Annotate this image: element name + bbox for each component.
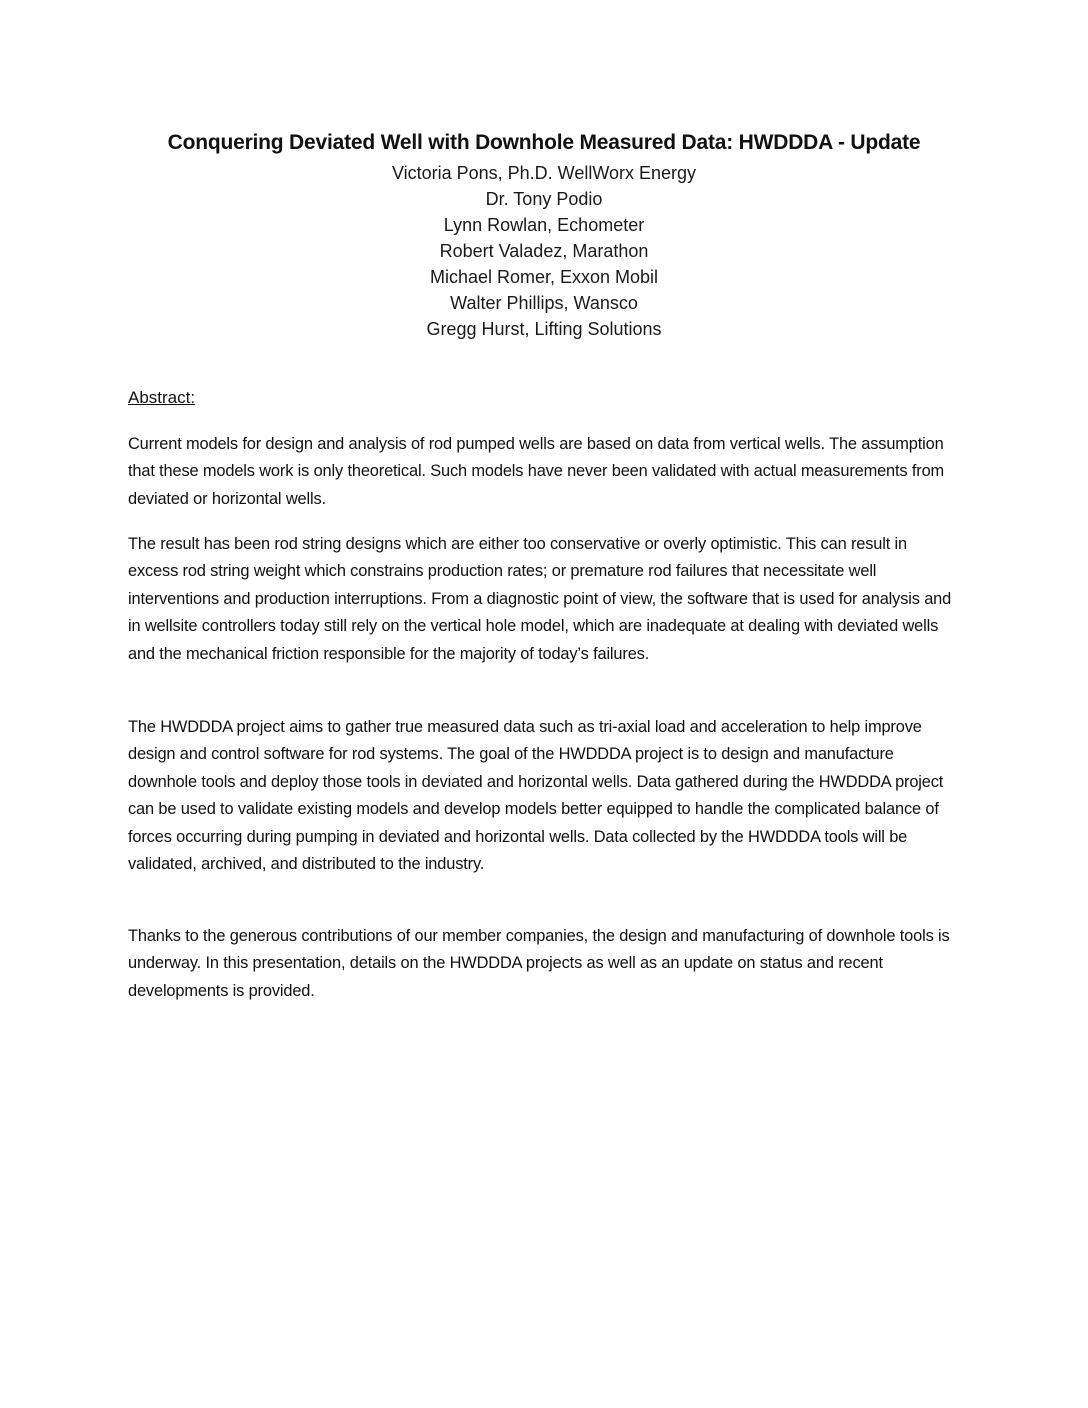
abstract-heading: Abstract: xyxy=(128,388,196,407)
author-list xyxy=(0,160,1088,342)
document-title: Conquering Deviated Well with Downhole Measured Data: HWDDDA - Update xyxy=(167,131,921,154)
author-line: Gregg Hurst, Lifting Solutions xyxy=(426,319,662,339)
author-line: Michael Romer, Exxon Mobil xyxy=(429,267,659,287)
abstract-paragraph: Thanks to the generous contributions of our member companies, the design and manufacturing of downhole tools is underway. In this presentation, details on the HWDDDA projects as well as an update on status and recent developments is provided. xyxy=(128,927,950,1000)
author-line: Walter Phillips, Wansco xyxy=(450,293,638,313)
author-line: Dr. Tony Podio xyxy=(485,189,603,209)
abstract-paragraph: The result has been rod string designs which are either too conservative or overly optimistic. This can result in excess rod string weight which constrains production rates; or premature rod failures that necessitate well interventions and production interruptions. From a diagnostic point of view, the software that is used for analysis and in wellsite controllers today still rely on the vertical hole model, which are inadequate at dealing with deviated wells and the mechanical friction responsible for the majority of today’s failures. xyxy=(128,535,952,663)
author-line: Victoria Pons, Ph.D. WellWorx Energy xyxy=(391,163,697,183)
abstract-paragraph: The HWDDDA project aims to gather true measured data such as tri-axial load and acceleration to help improve design and control software for rod systems. The goal of the HWDDDA project is to design and manufacture downhole tools and deploy those tools in deviated and horizontal wells. Data gathered during the HWDDDA project can be used to validate existing models and develop models better equipped to handle the complicated balance of forces occurring during pumping in deviated and horizontal wells. Data collected by the HWDDDA tools will be validated, archived, and distributed to the industry. xyxy=(128,718,944,874)
author-line: Lynn Rowlan, Echometer xyxy=(443,215,645,235)
author-line: Robert Valadez, Marathon xyxy=(439,241,649,261)
abstract-paragraph: Current models for design and analysis of rod pumped wells are based on data from vertical wells. The assumption that these models work is only theoretical. Such models have never been validated with actual measurements from deviated or horizontal wells. xyxy=(128,435,945,508)
